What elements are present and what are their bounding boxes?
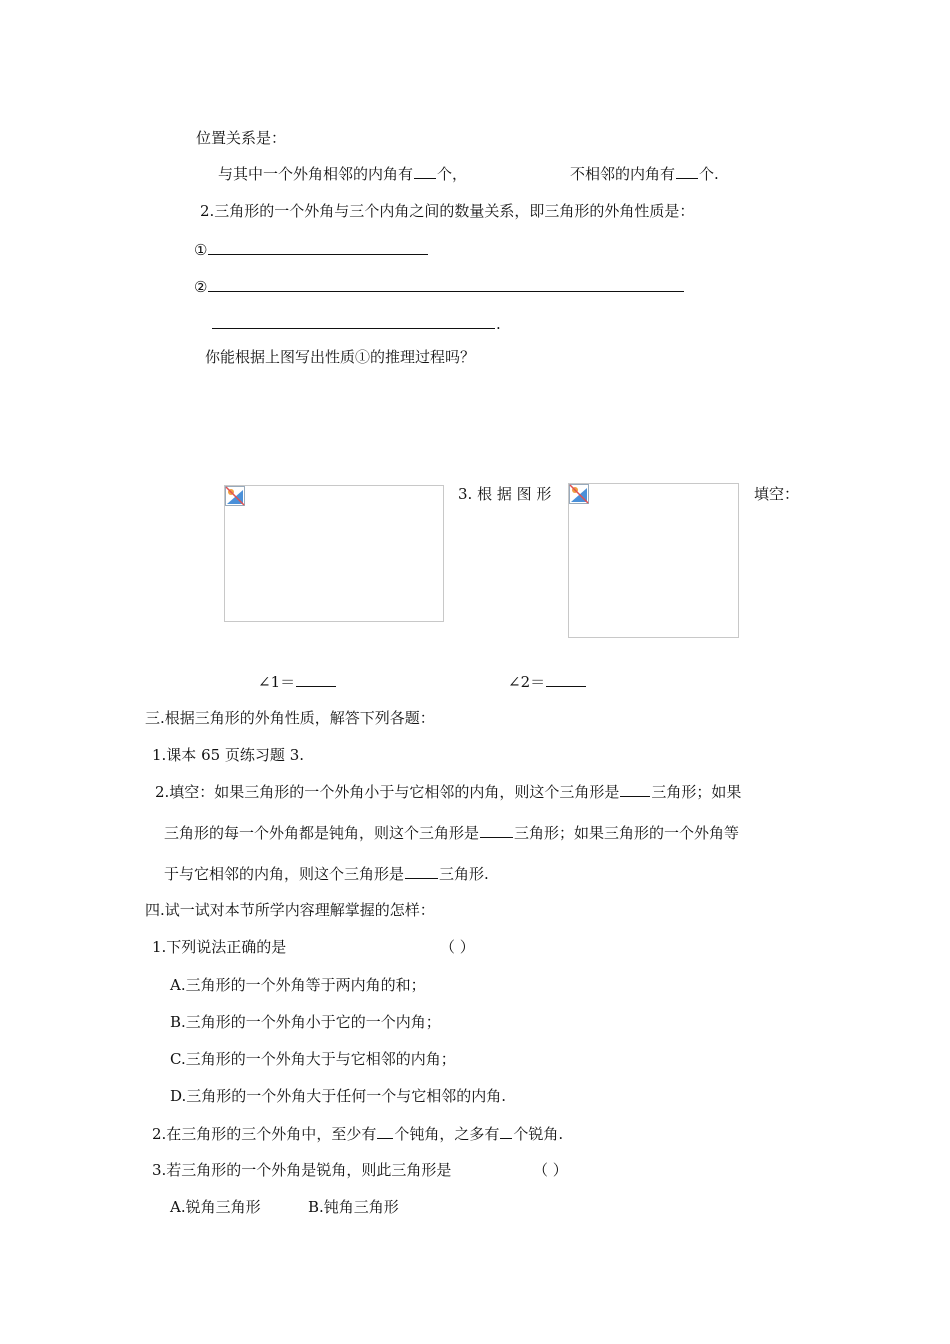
figure-angle-two <box>568 483 739 638</box>
text-period: . <box>496 315 501 333</box>
broken-image-icon <box>569 484 589 504</box>
option-d: D.三角形的一个外角大于任何一个与它相邻的内角. <box>170 1087 507 1105</box>
option-acute-triangle: A.锐角三角形 <box>170 1198 261 1216</box>
text-fill-q-part4: 三角形；如果三角形的一个外角等 <box>514 824 740 842</box>
text-angle-one <box>258 671 337 692</box>
blank-nonadjacent-count[interactable] <box>676 163 698 179</box>
answer-bracket-one[interactable]: （ ） <box>440 938 475 956</box>
text-fill-by-figure: 3. 根 据 图 形 <box>458 485 552 503</box>
text-angle-two <box>508 671 587 692</box>
blank-angle-one[interactable] <box>296 671 336 687</box>
text-question-one: 1.下列说法正确的是 <box>152 938 287 956</box>
text-reasoning-question: 你能根据上图写出性质①的推理过程吗？ <box>205 348 476 366</box>
text-fill-q-part2: 三角形；如果 <box>651 783 742 801</box>
text-fill-q-part6: 三角形. <box>439 865 489 883</box>
text-exterior-angle-property: 2.三角形的一个外角与三个内角之间的数量关系，即三角形的外角性质是： <box>200 202 695 220</box>
text-property-two <box>194 276 685 297</box>
blank-triangle-type-3[interactable] <box>405 863 438 879</box>
text-fill-q-part5: 于与它相邻的内角，则这个三角形是 <box>164 865 405 883</box>
text-property-one <box>194 239 429 260</box>
text-q2-part3: 个锐角. <box>513 1125 564 1143</box>
heading-section-four: 四.试一试对本节所学内容理解掌握的怎样： <box>145 901 435 919</box>
blank-angle-two[interactable] <box>546 671 586 687</box>
blank-property-two[interactable] <box>208 276 684 292</box>
label-angle-one: ∠1＝ <box>258 673 296 691</box>
blank-adjacent-count[interactable] <box>414 163 436 179</box>
broken-image-icon <box>225 486 245 506</box>
text-adjacent-label: 与其中一个外角相邻的内角有 <box>218 165 414 183</box>
blank-triangle-type-1[interactable] <box>620 781 650 797</box>
blank-obtuse-count[interactable] <box>377 1123 393 1139</box>
text-nonadjacent-unit: 个. <box>699 165 719 183</box>
text-fill-question-line1 <box>155 781 741 802</box>
text-fill-blank-label: 填空： <box>754 485 800 503</box>
text-property-two-cont <box>211 313 501 334</box>
text-fill-q-part3: 三角形的每一个外角都是钝角，则这个三角形是 <box>164 824 480 842</box>
text-q2-part1: 2.在三角形的三个外角中，至少有 <box>152 1125 377 1143</box>
text-adjacent-unit: 个， <box>437 165 468 183</box>
figure-angle-one <box>224 485 444 622</box>
blank-property-one[interactable] <box>208 239 428 255</box>
text-fill-question-line3 <box>164 863 489 884</box>
text-fill-question-line2 <box>164 822 739 843</box>
text-question-two <box>152 1123 563 1144</box>
text-q2-part2: 个钝角，之多有 <box>394 1125 500 1143</box>
heading-section-three: 三.根据三角形的外角性质，解答下列各题： <box>145 709 435 727</box>
text-adjacent-angles <box>218 163 467 184</box>
blank-property-two-cont[interactable] <box>212 313 495 329</box>
marker-circled-two: ② <box>194 278 208 296</box>
label-angle-two: ∠2＝ <box>508 673 546 691</box>
text-fill-q-part1: 2.填空：如果三角形的一个外角小于与它相邻的内角，则这个三角形是 <box>155 783 620 801</box>
answer-bracket-three[interactable]: （ ） <box>533 1161 568 1179</box>
text-textbook-exercise: 1.课本 65 页练习题 3. <box>152 746 305 764</box>
text-question-three: 3.若三角形的一个外角是锐角，则此三角形是 <box>152 1161 452 1179</box>
option-b: B.三角形的一个外角小于它的一个内角； <box>170 1013 441 1031</box>
text-position-relation: 位置关系是： <box>196 129 287 147</box>
option-c: C.三角形的一个外角大于与它相邻的内角； <box>170 1050 456 1068</box>
marker-circled-one: ① <box>194 241 208 259</box>
blank-triangle-type-2[interactable] <box>480 822 513 838</box>
option-a: A.三角形的一个外角等于两内角的和； <box>170 976 426 994</box>
text-nonadjacent-angles <box>570 163 719 184</box>
text-nonadjacent-label: 不相邻的内角有 <box>570 165 676 183</box>
blank-acute-count[interactable] <box>500 1123 512 1139</box>
option-obtuse-triangle: B.钝角三角形 <box>308 1198 399 1216</box>
